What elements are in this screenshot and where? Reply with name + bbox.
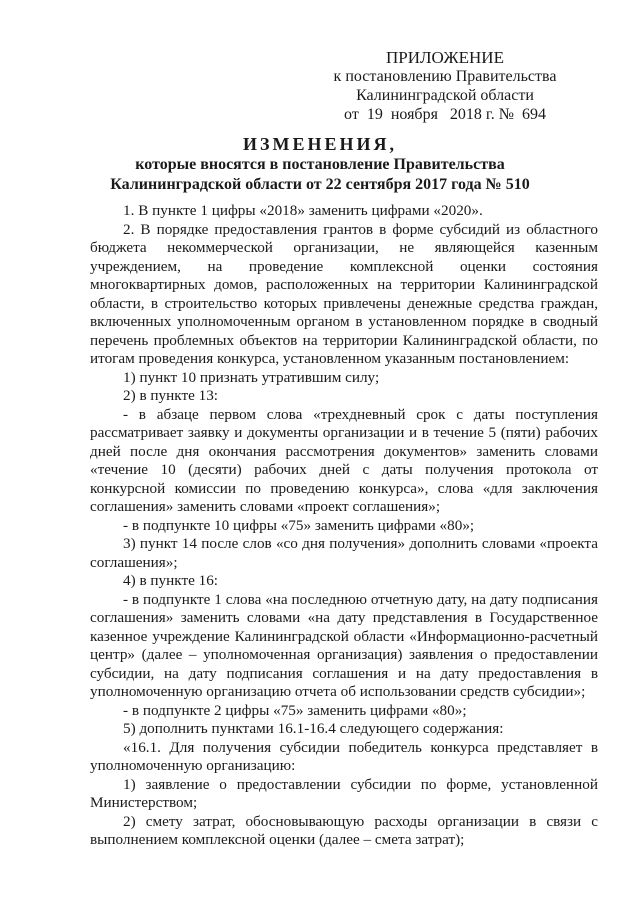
appendix-block (310, 48, 580, 124)
document-heading (0, 133, 640, 195)
paragraph-item-2: 2. В порядке предоставления грантов в форме субсидий из областного бюджета некоммерческой организации, не являющейся казенным учреждением, на проведение комплексной оценки состояния многоквартирных домов, расположенных на территории Калининградской области, в строительство которых привлечены денежные средства граждан, включенных уполномоченным органом в установленном порядке в сводный перечень проблемных объектов на территории Калининградской области, по итогам проведения конкурса, установленном указанным постановлением: (90, 220, 598, 367)
subitem-2-change-1: - в абзаце первом слова «трехдневный срок с даты поступления рассматривает заявку и документы организации и в течение 5 (пяти) рабочих дней после дня окончания рассмотрения документов» заменить словами «течение 10 (десяти) рабочих дней с даты получения протокола от конкурсной комиссии по проведению конкурса», слова «для заключения соглашения» заменить словами «проект соглашения»; (90, 405, 598, 515)
new-clause-16-1-item-2: 2) смету затрат, обосновывающую расходы организации в связи с выполнением комплексной оценки (далее – смета затрат); (90, 812, 598, 848)
document-subtitle-line-2: Калининградской области от 22 сентября 2017 года № 510 (110, 176, 530, 193)
subitem-1: 1) пункт 10 признать утратившим силу; (123, 368, 380, 386)
appendix-date-number-line: от 19 ноября 2018 г. № 694 (344, 106, 546, 123)
paragraph-item-1: 1. В пункте 1 цифры «2018» заменить цифрами «2020». (123, 202, 483, 219)
subitem-2-change-2: - в подпункте 10 цифры «75» заменить цифрами «80»; (123, 516, 475, 534)
document-subtitle-line-1: которые вносятся в постановление Правительства (135, 156, 505, 173)
subitem-2: 2) в пункте 13: (123, 387, 219, 404)
subitem-4-change-1: - в подпункте 1 слова «на последнюю отчетную дату, на дату подписания соглашения» заменить словами «на дату представления в Государственное казенное учреждение Калининградской области «Информационно-расчетный центр» (далее – уполномоченная организация) заявления о предоставлении субсидии, на дату подписания соглашения и на дату предоставления в уполномоченную организацию отчета об использовании средств субсидии»; (90, 590, 598, 700)
document-title: ИЗМЕНЕНИЯ, (242, 134, 397, 154)
subitem-5: 5) дополнить пунктами 16.1-16.4 следующего содержания: (123, 720, 504, 737)
appendix-region-line: Калининградской области (356, 87, 534, 104)
document-body (90, 202, 598, 850)
appendix-decree-line: к постановлению Правительства (333, 68, 557, 85)
new-clause-16-1-item-1: 1) заявление о предоставлении субсидии по форме, установленной Министерством; (90, 775, 598, 811)
subitem-4-change-2: - в подпункте 2 цифры «75» заменить цифрами «80»; (123, 701, 467, 719)
subitem-3: 3) пункт 14 после слов «со дня получения» дополнить словами «проекта соглашения»; (90, 535, 598, 571)
new-clause-16-1: «16.1. Для получения субсидии победитель конкурса представляет в уполномоченную организацию: (90, 738, 598, 774)
subitem-4: 4) в пункте 16: (123, 572, 219, 589)
appendix-title: ПРИЛОЖЕНИЕ (386, 48, 504, 67)
